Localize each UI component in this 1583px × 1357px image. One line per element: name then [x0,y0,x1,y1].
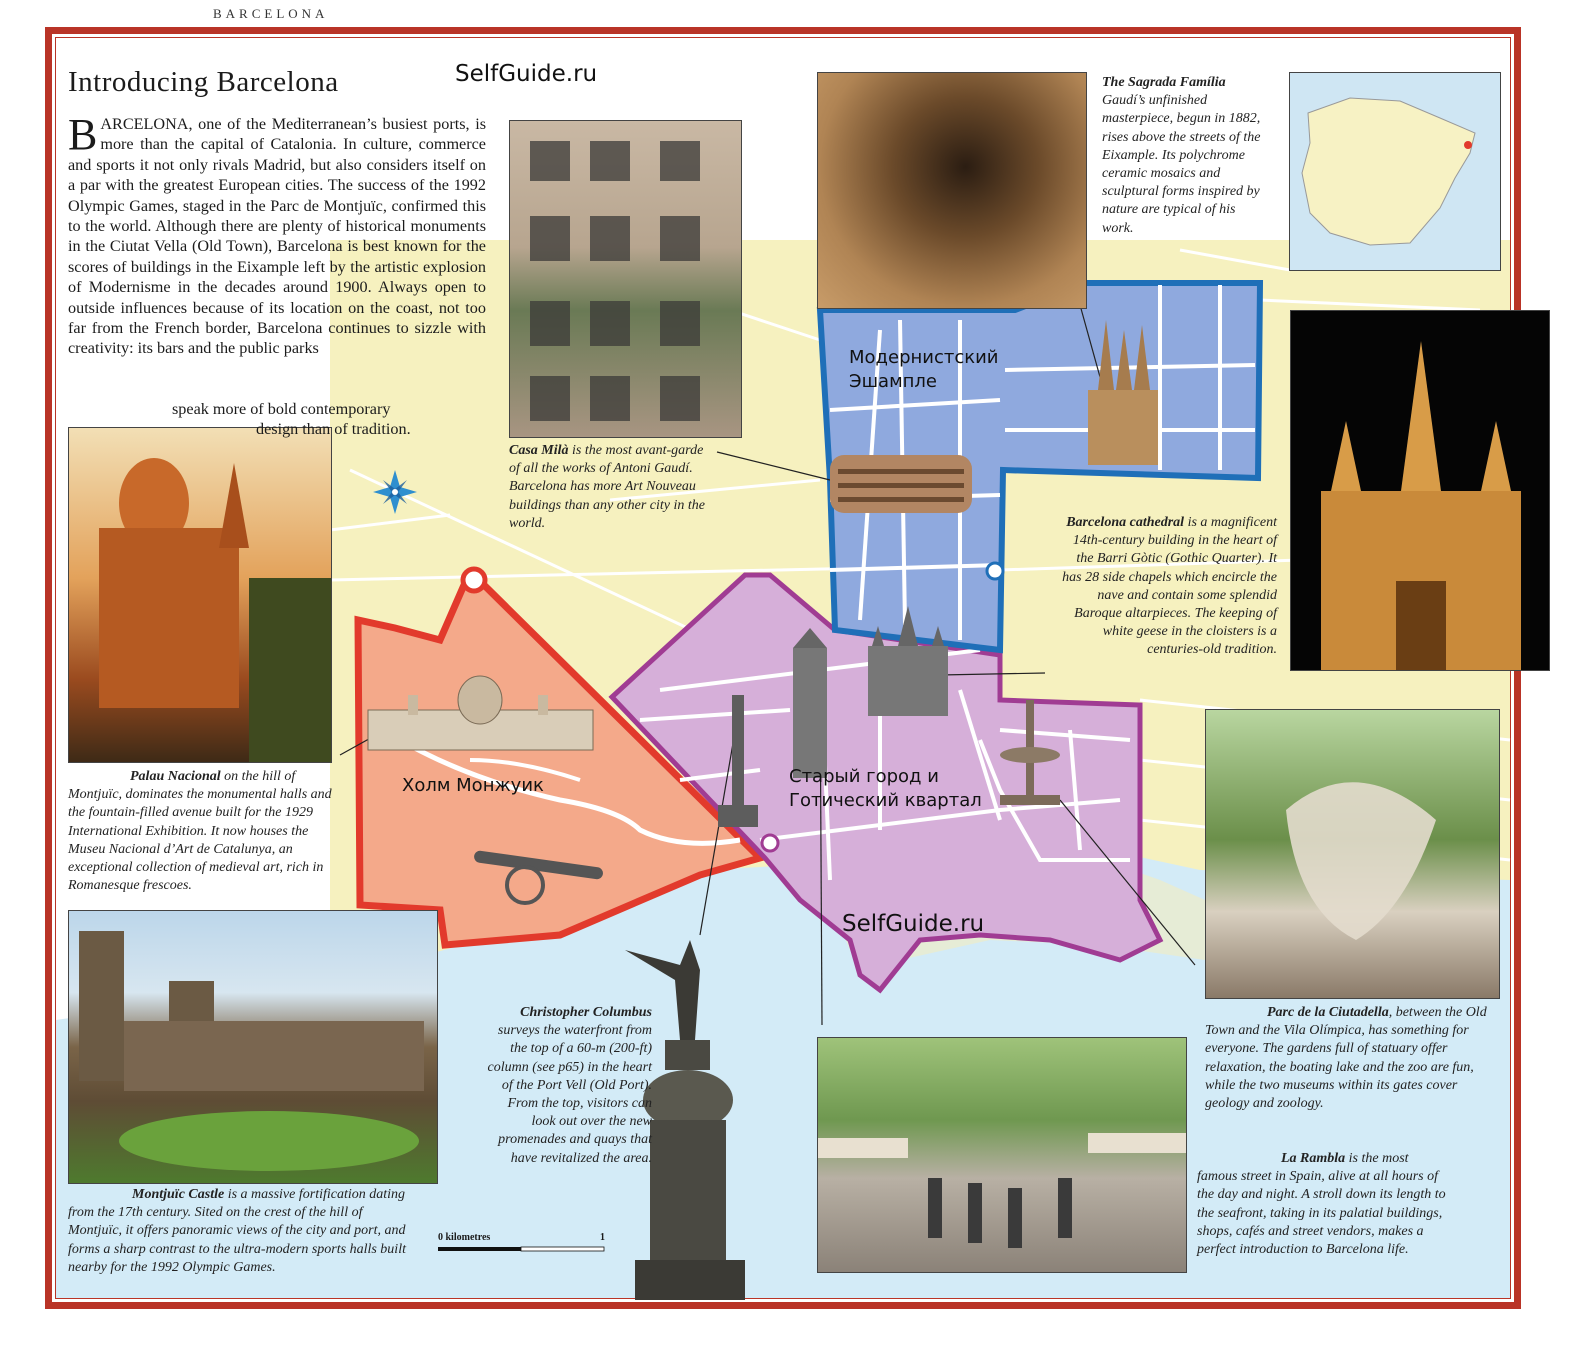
clock-tower-icon [793,628,827,778]
montjuic-label: Холм Монжуик [402,775,544,796]
running-head: BARCELONA [213,6,329,21]
palau-nacional-photo [68,427,332,763]
montjuic-marker [463,569,485,591]
intro-text: ARCELONA, one of the Mediterranean’s busiest ports, is more than the capital of Catalonia. In culture, commerce and sports it not only rivals Madrid, but also considers itself on a par with the greatest European cities. The success of the 1992 Olympic Games, staged in the Parc de Montjuïc, confirmed this to the world. Although there are plenty of historical monuments in the Ciutat Vella (Old Town), Barcelona is best known for the scores of buildings in the Eixample left by the artistic explosion of Modernisme in the decades around 1900. Always open to outside influences because of its location on the coast, not too far from the French border, Barcelona continues to sizzle with creativity: its bars and the public parks [68,115,486,358]
caption-cathedral [1055,514,1277,660]
casa-mila-icon [830,455,972,513]
caption-la-rambla [1197,1150,1447,1259]
la-rambla-photo [817,1037,1187,1273]
caption-ciutadella-title: Parc de la Ciutadella [1267,1005,1389,1020]
barcelona-cathedral-photo [1290,310,1550,671]
caption-palau-title: Palau Nacional [130,769,221,784]
sagrada-familia-photo [817,72,1087,309]
caption-columbus [485,1004,652,1168]
caption-cathedral-text: is a magnificent 14th-century building in the heart of the Barri Gòtic (Gothic Quarter). It has 28 side chapels which encircle the nave and contain some splendid Baroque altarpieces. The keeping of white geese in the cloisters is a centuries-old tradition. [1062,515,1277,658]
caption-cathedral-title: Barcelona cathedral [1066,515,1185,530]
caption-castle-title: Montjuïc Castle [132,1187,225,1202]
intro-dropcap: B [68,110,98,159]
caption-columbus-text: surveys the waterfront from the top of a 60-m (200-ft) column (see p65) in the heart of the Port Vell (Old Port). From the top, visitors can look out over the new promenades and quays that have revitalized the area. [487,1023,652,1166]
caption-ciutadella [1205,1004,1495,1113]
caption-castle-text: is a massive fortification dating from the 17th century. Sited on the crest of the hill of Montjuïc, it offers panoramic views of the city and port, and forms a sharp contrast to the ultra-modern sports halls built nearby for the 1992 Olympic Games. [68,1187,406,1275]
watermark-bottom: SelfGuide.ru [842,911,985,937]
old-town-label: Старый город и Готический квартал [789,766,982,811]
caption-sagrada-familia [1102,74,1262,238]
scale-label: 0 kilometres [438,1232,491,1243]
eixample-marker [987,563,1003,579]
old-town-marker [762,835,778,851]
caption-montjuic-castle [68,1186,420,1277]
caption-palau-text: on the hill of Montjuïc, dominates the monumental halls and the fountain-filled avenue built for the 1929 International Exhibition. It now houses the Museu Nacional d’Art de Catalunya, an exceptional collection of medieval art, rich in Romanesque frescoes. [68,769,332,894]
montjuic-castle-photo [68,910,438,1184]
intro-end-line-1: speak more of bold contemporary [172,400,391,418]
caption-casa-mila [509,442,709,533]
caption-casa-mila-title: Casa Milà [509,443,569,458]
caption-sagrada-title: The Sagrada Família [1102,75,1226,90]
caption-sagrada-text: Gaudí’s unfinished masterpiece, begun in 1882, rises above the streets of the Eixample. Its polychrome ceramic mosaics and sculptural forms inspired by nature are typical of his work. [1102,93,1261,236]
caption-casa-mila-text: is the most avant-garde of all the works of Antoni Gaudí. Barcelona has more Art Nouveau buildings than any other city in the world. [509,443,705,531]
watermark-top: SelfGuide.ru [455,61,598,87]
intro-end-line-2: design than of tradition. [256,420,411,438]
ciutadella-fountain-photo [1205,709,1500,999]
intro-paragraph [68,110,486,359]
page-title: Introducing Barcelona [68,66,339,98]
caption-ciutadella-text: , between the Old Town and the Vila Olímpica, has something for everyone. The gardens full of statuary offer relaxation, the boating lake and the zoo are fun, while the two museums within its gates cover geology and zoology. [1205,1005,1487,1112]
caption-rambla-text: is the most famous street in Spain, alive at all hours of the day and night. A stroll down its length to the seafront, taking in its palatial buildings, shops, cafés and street vendors, makes a perfect introduction to Barcelona life. [1197,1151,1446,1258]
casa-mila-photo [509,120,742,438]
caption-rambla-title: La Rambla [1281,1151,1346,1166]
spain-locator-inset [1289,72,1501,271]
scale-value: 1 [600,1232,605,1243]
eixample-label: Модернистский Эшампле [849,347,999,392]
caption-palau-nacional [68,768,338,895]
scale-bar [438,1247,604,1251]
caption-columbus-title: Christopher Columbus [520,1005,652,1020]
